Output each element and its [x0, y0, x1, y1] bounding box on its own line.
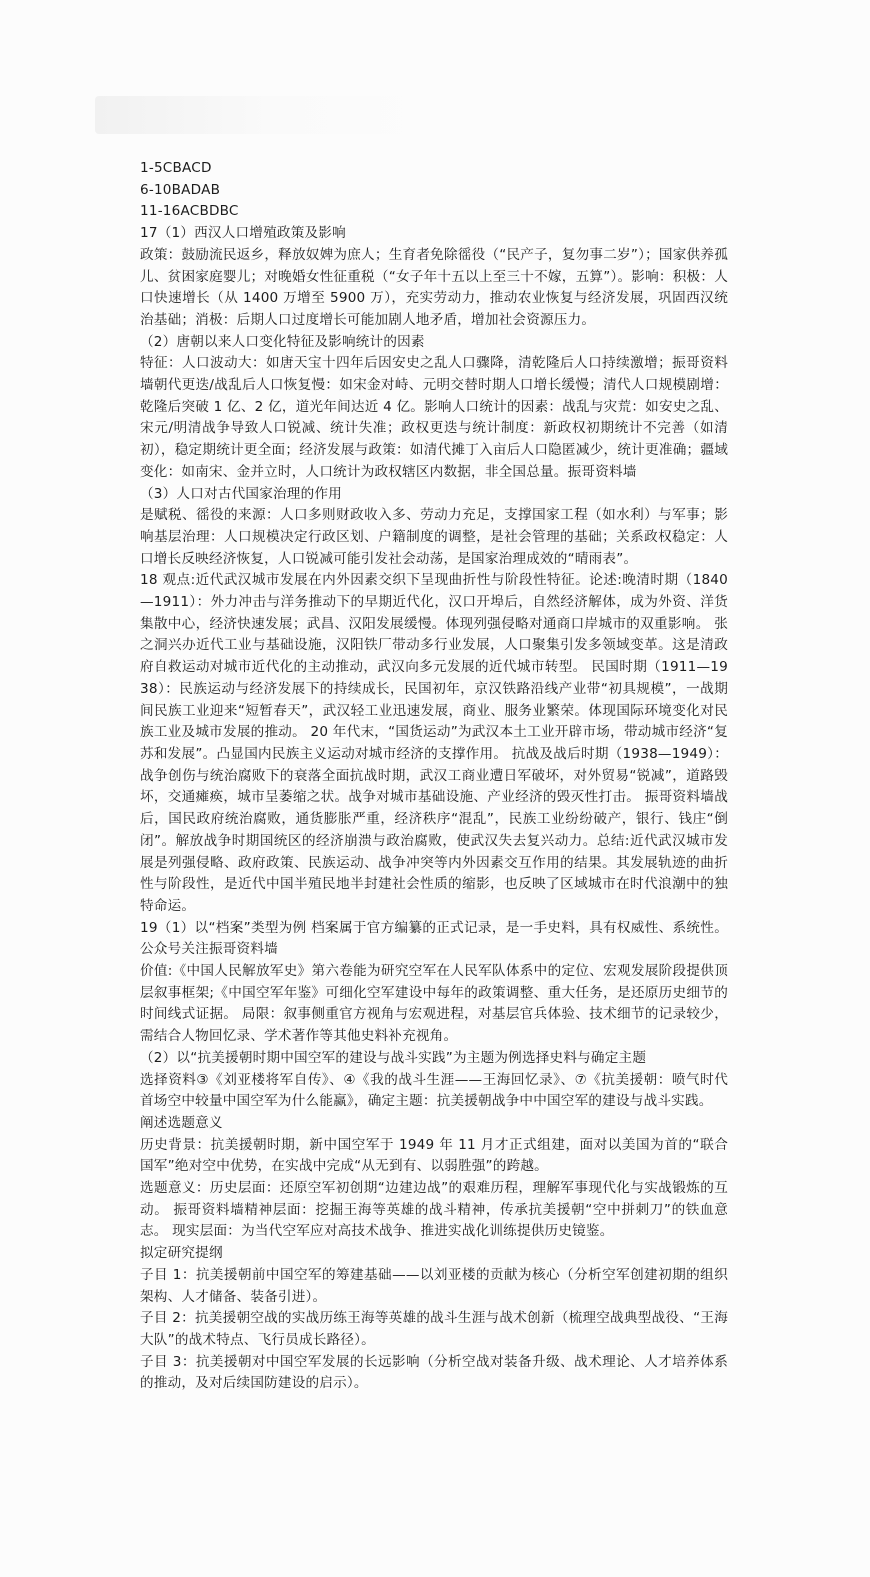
- q17-paragraph-3: 是赋税、徭役的来源：人口多则财政收入多、劳动力充足，支撑国家工程（如水利）与军事；影响基层治理：人口规模决定行政区划、户籍制度的调整，是社会管理的基础；关系政权稳定：人口增长反映经济恢复，人口锐减可能引发社会动荡，是国家治理成效的“晴雨表”。: [140, 507, 728, 567]
- q19-paragraph-3: 历史背景：抗美援朝时期，新中国空军于 1949 年 11 月才正式组建，面对以美国为首的“联合国军”绝对空中优势，在实战中完成“从无到有、以弱胜强”的跨越。: [140, 1136, 728, 1175]
- q19-heading-1: 19（1）以“档案”类型为例 档案属于官方编纂的正式记录，是一手史料，具有权威性、系统性。公众号关注振哥资料墙: [140, 919, 728, 958]
- answers-line-1: 1-5CBACD: [140, 160, 212, 176]
- q19-paragraph-4: 选题意义：历史层面：还原空军初创期“边建边战”的艰难历程，理解军事现代化与实战锻炼的互动。 振哥资料墙精神层面：挖掘王海等英雄的战斗精神，传承抗美援朝“空中拼刺刀”的铁血意志。 现实层面：为当代空军应对高技术战争、推进实战化训练提供历史镜鉴。: [140, 1180, 728, 1240]
- q17-heading-3: （3）人口对古代国家治理的作用: [140, 485, 342, 502]
- q17-paragraph-2: 特征：人口波动大：如唐天宝十四年后因安史之乱人口骤降，清乾隆后人口持续激增；振哥资料墙朝代更迭/战乱后人口恢复慢：如宋金对峙、元明交替时期人口增长缓慢；清代人口规模剧增：乾隆后突破 1 亿、2 亿，道光年间达近 4 亿。影响人口统计的因素：战乱与灾荒：如安史之乱、宋元/明清战争导致人口锐减、统计失准；政权更迭与统计制度：新政权初期统计不完善（如清初），稳定期统计更全面；经济发展与政策：如清代摊丁入亩后人口隐匿减少，统计更准确；疆域变化：如南宋、金并立时，人口统计为政权辖区内数据，非全国总量。振哥资料墙: [140, 355, 728, 480]
- q19-outline-item-3: 子目 3：抗美援朝对中国空军发展的长远影响（分析空战对装备升级、战术理论、人才培养体系的推动，及对后续国防建设的启示）。: [140, 1353, 728, 1392]
- answers-line-2: 6-10BADAB: [140, 181, 221, 198]
- q19-heading-4: 拟定研究提纲: [140, 1245, 223, 1262]
- q18-paragraph: 18 观点:近代武汉城市发展在内外因素交织下呈现曲折性与阶段性特征。论述:晚清时期（1840—1911）：外力冲击与洋务推动下的早期近代化，汉口开埠后，自然经济解体，成为外资、洋货集散中心，经济快速发展；武昌、汉阳发展缓慢。体现列强侵略对通商口岸城市的双重影响。 张之洞兴办近代工业与基础设施，汉阳铁厂带动多行业发展，人口聚集引发多领域变革。这是清政府自救运动对城市近代化的主动推动，武汉向多元发展的近代城市转型。 民国时期（1911—1938）：民族运动与经济发展下的持续成长，民国初年，京汉铁路沿线产业带“初具规模”，一战期间民族工业迎来“短暂春天”，武汉轻工业迅速发展，商业、服务业繁荣。体现国际环境变化对民族工业及城市发展的推动。 20 年代末，“国货运动”为武汉本土工业开辟市场，带动城市经济“复苏和发展”。凸显国内民族主义运动对城市经济的支撑作用。 抗战及战后时期（1938—1949）：战争创伤与统治腐败下的衰落全面抗战时期，武汉工商业遭日军破坏，对外贸易“锐减”，道路毁坏，交通瘫痪，城市呈萎缩之状。战争对城市基础设施、产业经济的毁灭性打击。 振哥资料墙战后，国民政府统治腐败，通货膨胀严重，经济秩序“混乱”，民族工业纷纷破产，银行、钱庄“倒闭”。解放战争时期国统区的经济崩溃与政治腐败，使武汉失去复兴动力。总结:近代武汉城市发展是列强侵略、政府政策、民族运动、战争冲突等内外因素交互作用的结果。其发展轨迹的曲折性与阶段性，是近代中国半殖民地半封建社会性质的缩影，也反映了区域城市在时代浪潮中的独特命运。: [140, 572, 728, 914]
- q19-paragraph-1: 价值:《中国人民解放军史》第六卷能为研究空军在人民军队体系中的定位、宏观发展阶段提供顶层叙事框架;《中国空军年鉴》可细化空军建设中每年的政策调整、重大任务，是还原历史细节的时间线式证据。 局限：叙事侧重官方视角与宏观进程，对基层官兵体验、技术细节的记录较少，需结合人物回忆录、学术著作等其他史料补充视角。: [140, 963, 728, 1045]
- q17-heading-1: 17（1）西汉人口增殖政策及影响: [140, 225, 346, 242]
- q17-paragraph-1: 政策：鼓励流民返乡，释放奴婢为庶人；生育者免除徭役（“民产子，复勿事二岁”）；国家供养孤儿、贫困家庭婴儿；对晚婚女性征重税（“女子年十五以上至三十不嫁，五算”）。影响：积极：人口快速增长（从 1400 万增至 5900 万），充实劳动力，推动农业恢复与经济发展，巩固西汉统治基础；消极：后期人口过度增长可能加剧人地矛盾，增加社会资源压力。: [140, 246, 728, 328]
- q19-heading-3: 阐述选题意义: [140, 1114, 223, 1131]
- answers-line-3: 11-16ACBDBC: [140, 203, 239, 220]
- q19-paragraph-2: 选择资料③《刘亚楼将军自传》、④《我的战斗生涯——王海回忆录》、⑦《抗美援朝：喷气时代首场空中较量中国空军为什么能赢》，确定主题：抗美援朝战争中中国空军的建设与战斗实践。: [140, 1071, 728, 1110]
- q19-heading-2: （2）以“抗美援朝时期中国空军的建设与战斗实践”为主题为例选择史料与确定主题: [140, 1049, 647, 1066]
- answer-text: [140, 158, 728, 1395]
- q19-outline-item-2: 子目 2：抗美援朝空战的实战历练王海等英雄的战斗生涯与战术创新（梳理空战典型战役、“王海大队”的战术特点、飞行员成长路径）。: [140, 1310, 728, 1348]
- q19-outline-item-1: 子目 1：抗美援朝前中国空军的筹建基础——以刘亚楼的贡献为核心（分析空军创建初期的组织架构、人才储备、装备引进）。: [140, 1266, 728, 1305]
- faded-header-area: [95, 96, 455, 134]
- q17-heading-2: （2）唐朝以来人口变化特征及影响统计的因素: [140, 333, 425, 350]
